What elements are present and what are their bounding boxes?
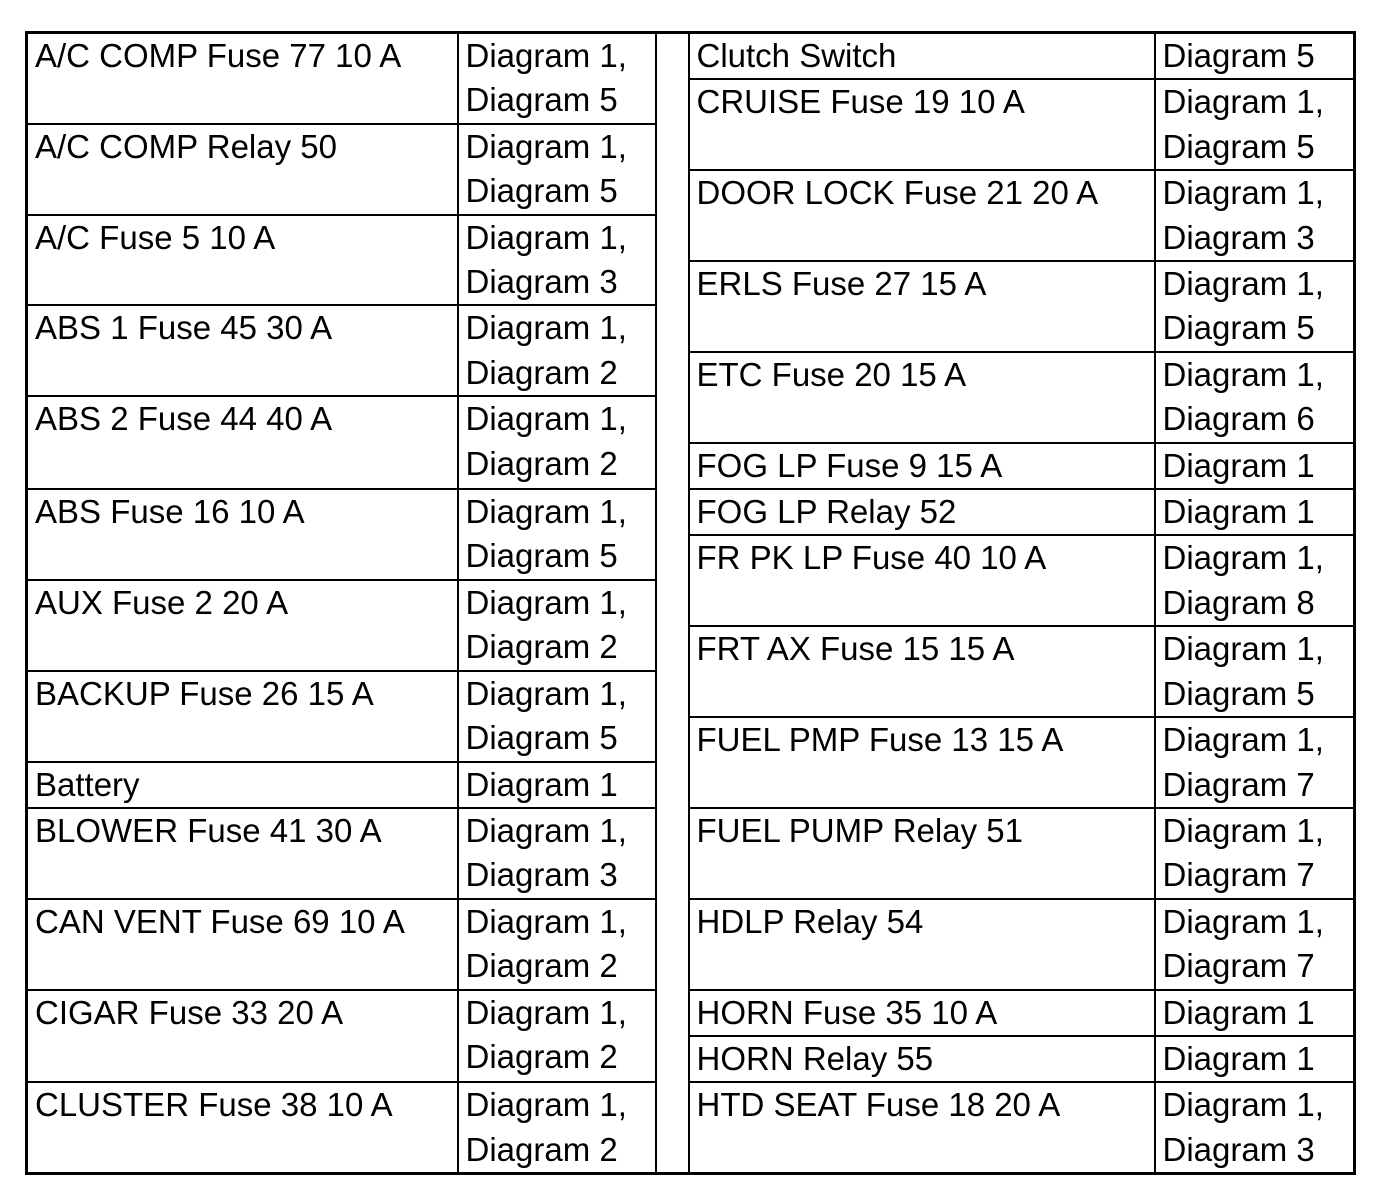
component-name: BACKUP Fuse 26 15 A (27, 671, 458, 762)
diagram-line: Diagram 1 (1162, 1039, 1315, 1077)
diagram-reference (458, 396, 656, 489)
diagram-reference (458, 990, 656, 1083)
diagram-line: Diagram 1, (1162, 721, 1324, 759)
diagram-line: Diagram 7 (1162, 947, 1315, 985)
component-name: HORN Relay 55 (689, 1036, 1155, 1082)
diagram-line: Diagram 1 (1162, 446, 1315, 484)
column-divider (656, 33, 689, 1174)
diagram-line: Diagram 2 (465, 947, 618, 985)
diagram-line: Diagram 1, (465, 583, 627, 621)
component-name: Battery (27, 762, 458, 808)
diagram-line: Diagram 3 (465, 856, 618, 894)
component-name: ABS Fuse 16 10 A (27, 489, 458, 580)
component-name: ETC Fuse 20 15 A (689, 352, 1155, 443)
diagram-line: Diagram 2 (465, 444, 618, 482)
diagram-reference (1155, 170, 1355, 261)
component-name: AUX Fuse 2 20 A (27, 580, 458, 671)
component-name: CRUISE Fuse 19 10 A (689, 79, 1155, 170)
component-name: BLOWER Fuse 41 30 A (27, 808, 458, 899)
diagram-line: Diagram 3 (465, 263, 618, 301)
diagram-reference (1155, 489, 1355, 535)
diagram-reference (458, 808, 656, 899)
diagram-line: Diagram 2 (465, 1130, 618, 1168)
diagram-line: Diagram 8 (1162, 583, 1315, 621)
diagram-reference (1155, 808, 1355, 899)
component-name: FOG LP Fuse 9 15 A (689, 443, 1155, 489)
diagram-line: Diagram 1, (1162, 902, 1324, 940)
table-row (27, 489, 1355, 535)
diagram-line: Diagram 6 (1162, 400, 1315, 438)
diagram-reference (458, 580, 656, 671)
component-name: ERLS Fuse 27 15 A (689, 261, 1155, 352)
component-name: CAN VENT Fuse 69 10 A (27, 899, 458, 990)
component-name: FUEL PUMP Relay 51 (689, 808, 1155, 899)
diagram-line: Diagram 1, (1162, 355, 1324, 393)
component-name: A/C Fuse 5 10 A (27, 215, 458, 306)
diagram-line: Diagram 1, (465, 1086, 627, 1124)
diagram-reference (458, 215, 656, 306)
diagram-reference (458, 762, 656, 808)
diagram-line: Diagram 1, (1162, 811, 1324, 849)
component-name: DOOR LOCK Fuse 21 20 A (689, 170, 1155, 261)
diagram-line: Diagram 1, (1162, 539, 1324, 577)
diagram-line: Diagram 1, (1162, 83, 1324, 121)
component-name: HTD SEAT Fuse 18 20 A (689, 1082, 1155, 1173)
diagram-line: Diagram 1 (1162, 993, 1315, 1031)
diagram-line: Diagram 7 (1162, 856, 1315, 894)
diagram-reference (1155, 443, 1355, 489)
diagram-line: Diagram 5 (1162, 127, 1315, 165)
diagram-reference (1155, 1082, 1355, 1173)
diagram-reference (458, 671, 656, 762)
diagram-reference (458, 124, 656, 215)
diagram-line: Diagram 5 (465, 719, 618, 757)
diagram-reference (1155, 626, 1355, 717)
diagram-line: Diagram 2 (465, 628, 618, 666)
component-name: CLUSTER Fuse 38 10 A (27, 1082, 458, 1173)
diagram-reference (1155, 717, 1355, 808)
diagram-reference (1155, 261, 1355, 352)
diagram-line: Diagram 5 (1162, 37, 1315, 74)
diagram-line: Diagram 3 (1162, 218, 1315, 256)
diagram-reference (458, 33, 656, 124)
component-name: Clutch Switch (689, 33, 1155, 80)
table-row (27, 808, 1355, 853)
diagram-line: Diagram 1, (465, 37, 627, 74)
diagram-line: Diagram 1, (1162, 174, 1324, 212)
diagram-line: Diagram 1 (465, 765, 618, 803)
diagram-reference (458, 489, 656, 580)
diagram-line: Diagram 1, (465, 993, 627, 1031)
diagram-reference (458, 899, 656, 990)
diagram-line: Diagram 1, (1162, 265, 1324, 303)
component-name: ABS 2 Fuse 44 40 A (27, 396, 458, 489)
component-index-table (25, 31, 1356, 1175)
diagram-reference (1155, 79, 1355, 170)
component-name: ABS 1 Fuse 45 30 A (27, 305, 458, 396)
component-name: HORN Fuse 35 10 A (689, 990, 1155, 1036)
diagram-reference (1155, 352, 1355, 443)
diagram-line: Diagram 1, (465, 811, 627, 849)
diagram-line: Diagram 3 (1162, 1130, 1315, 1168)
diagram-line: Diagram 5 (465, 172, 618, 210)
diagram-line: Diagram 1, (465, 902, 627, 940)
diagram-line: Diagram 1, (465, 309, 627, 347)
table-row (27, 990, 1355, 1036)
diagram-reference (1155, 535, 1355, 626)
diagram-line: Diagram 7 (1162, 765, 1315, 803)
component-index-body (27, 33, 1355, 1174)
diagram-line: Diagram 1, (465, 127, 627, 165)
diagram-reference (458, 1082, 656, 1173)
component-name: A/C COMP Fuse 77 10 A (27, 33, 458, 124)
diagram-reference (458, 305, 656, 396)
diagram-line: Diagram 1, (1162, 1086, 1324, 1124)
diagram-line: Diagram 5 (1162, 309, 1315, 347)
diagram-reference (1155, 990, 1355, 1036)
component-name: FUEL PMP Fuse 13 15 A (689, 717, 1155, 808)
diagram-line: Diagram 1, (465, 218, 627, 256)
diagram-reference (1155, 899, 1355, 990)
component-name: CIGAR Fuse 33 20 A (27, 990, 458, 1083)
diagram-line: Diagram 5 (1162, 674, 1315, 712)
diagram-line: Diagram 2 (465, 1037, 618, 1075)
diagram-line: Diagram 1 (1162, 493, 1315, 531)
component-name: FOG LP Relay 52 (689, 489, 1155, 535)
component-name: FR PK LP Fuse 40 10 A (689, 535, 1155, 626)
component-name: FRT AX Fuse 15 15 A (689, 626, 1155, 717)
diagram-reference (1155, 33, 1355, 80)
diagram-line: Diagram 1, (1162, 630, 1324, 668)
diagram-reference (1155, 1036, 1355, 1082)
diagram-line: Diagram 5 (465, 537, 618, 575)
table-row (27, 33, 1355, 80)
diagram-line: Diagram 1, (465, 400, 627, 438)
diagram-line: Diagram 2 (465, 353, 618, 391)
diagram-line: Diagram 1, (465, 674, 627, 712)
table-row (27, 899, 1355, 944)
component-name: HDLP Relay 54 (689, 899, 1155, 990)
diagram-line: Diagram 5 (465, 81, 618, 119)
component-name: A/C COMP Relay 50 (27, 124, 458, 215)
diagram-line: Diagram 1, (465, 493, 627, 531)
table-row (27, 1082, 1355, 1128)
